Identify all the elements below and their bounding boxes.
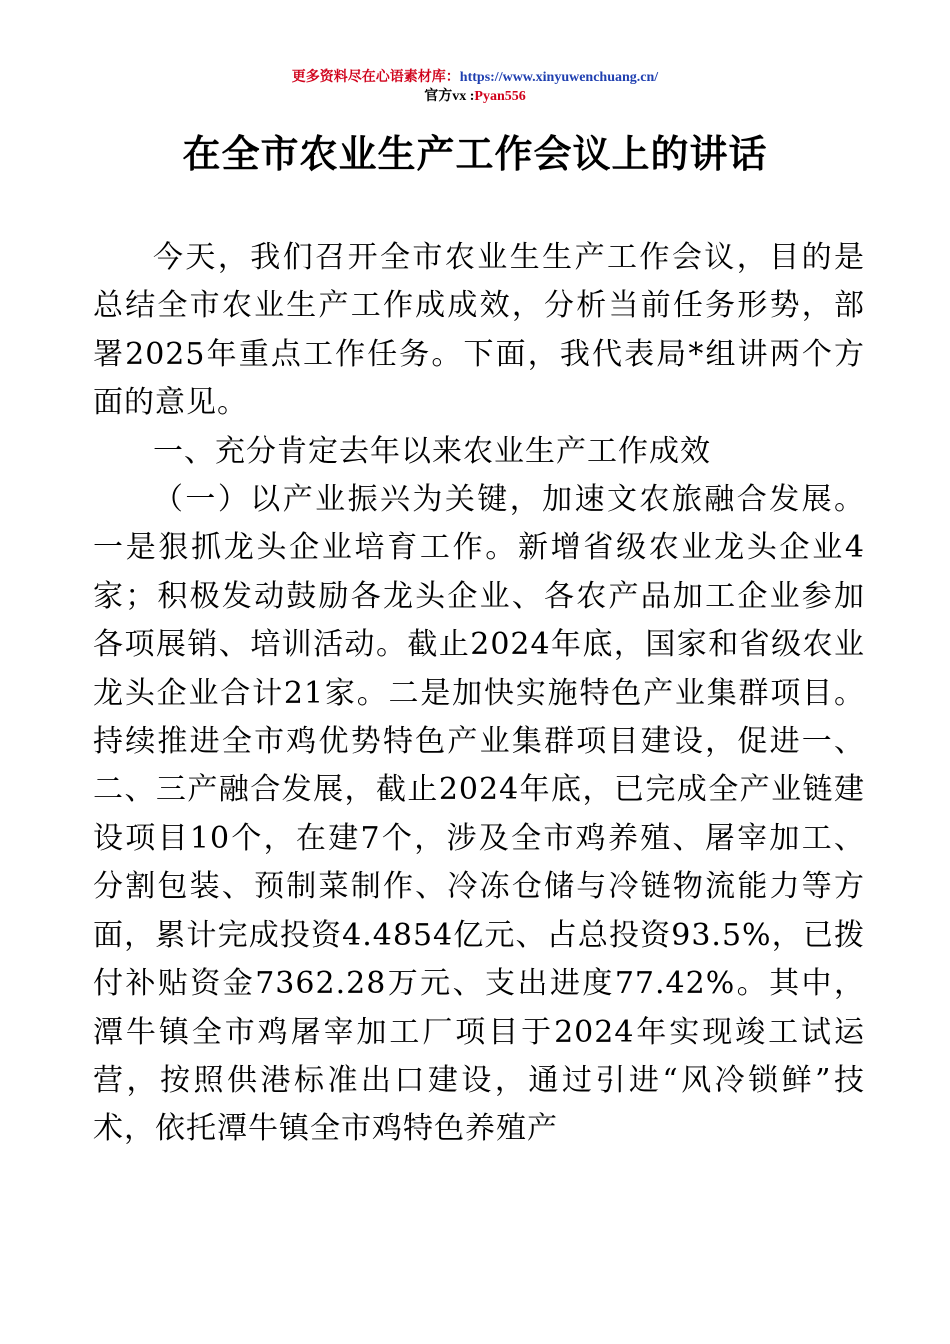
watermark-header <box>0 68 950 106</box>
document-title: 在全市农业生产工作会议上的讲话 <box>182 131 768 176</box>
watermark-vx-id: Pyan556 <box>474 89 526 104</box>
watermark-url-link[interactable]: https://www.xinyuwenchuang.cn/ <box>459 70 659 85</box>
watermark-line-1 <box>0 68 950 87</box>
paragraph-section-1-1: （一）以产业振兴为关键，加速文农旅融合发展。一是狠抓龙头企业培育工作。新增省级农业龙头企业4家；积极发动鼓励各龙头企业、各农产品加工企业参加各项展销、培训活动。截止2024年底，国家和省级农业龙头企业合计21家。二是加快实施特色产业集群项目。持续推进全市鸡优势特色产业集群项目建设，促进一、二、三产融合发展，截止2024年底，已完成全产业链建设项目10个，在建7个，涉及全市鸡养殖、屠宰加工、分割包装、预制菜制作、冷冻仓储与冷链物流能力等方面，累计完成投资4.4854亿元、占总投资93.5%，已拨付补贴资金7362.28万元、支出进度77.42%。其中，潭牛镇全市鸡屠宰加工厂项目于2024年实现竣工试运营，按照供港标准出口建设，通过引进“风冷锁鲜”技术，依托潭牛镇全市鸡特色养殖产 <box>93 482 865 1147</box>
watermark-label: 更多资料尽在心语素材库： <box>291 70 460 85</box>
watermark-line-2 <box>0 87 950 106</box>
document-body <box>93 234 865 1154</box>
section-heading-1: 一、充分肯定去年以来农业生产工作成效 <box>153 433 711 469</box>
watermark-vx-label: 官方vx : <box>424 89 475 104</box>
paragraph-intro: 今天，我们召开全市农业生生产工作会议，目的是总结全市农业生产工作成成效，分析当前任务形势，部署2025年重点工作任务。下面，我代表局*组讲两个方面的意见。 <box>93 240 865 421</box>
